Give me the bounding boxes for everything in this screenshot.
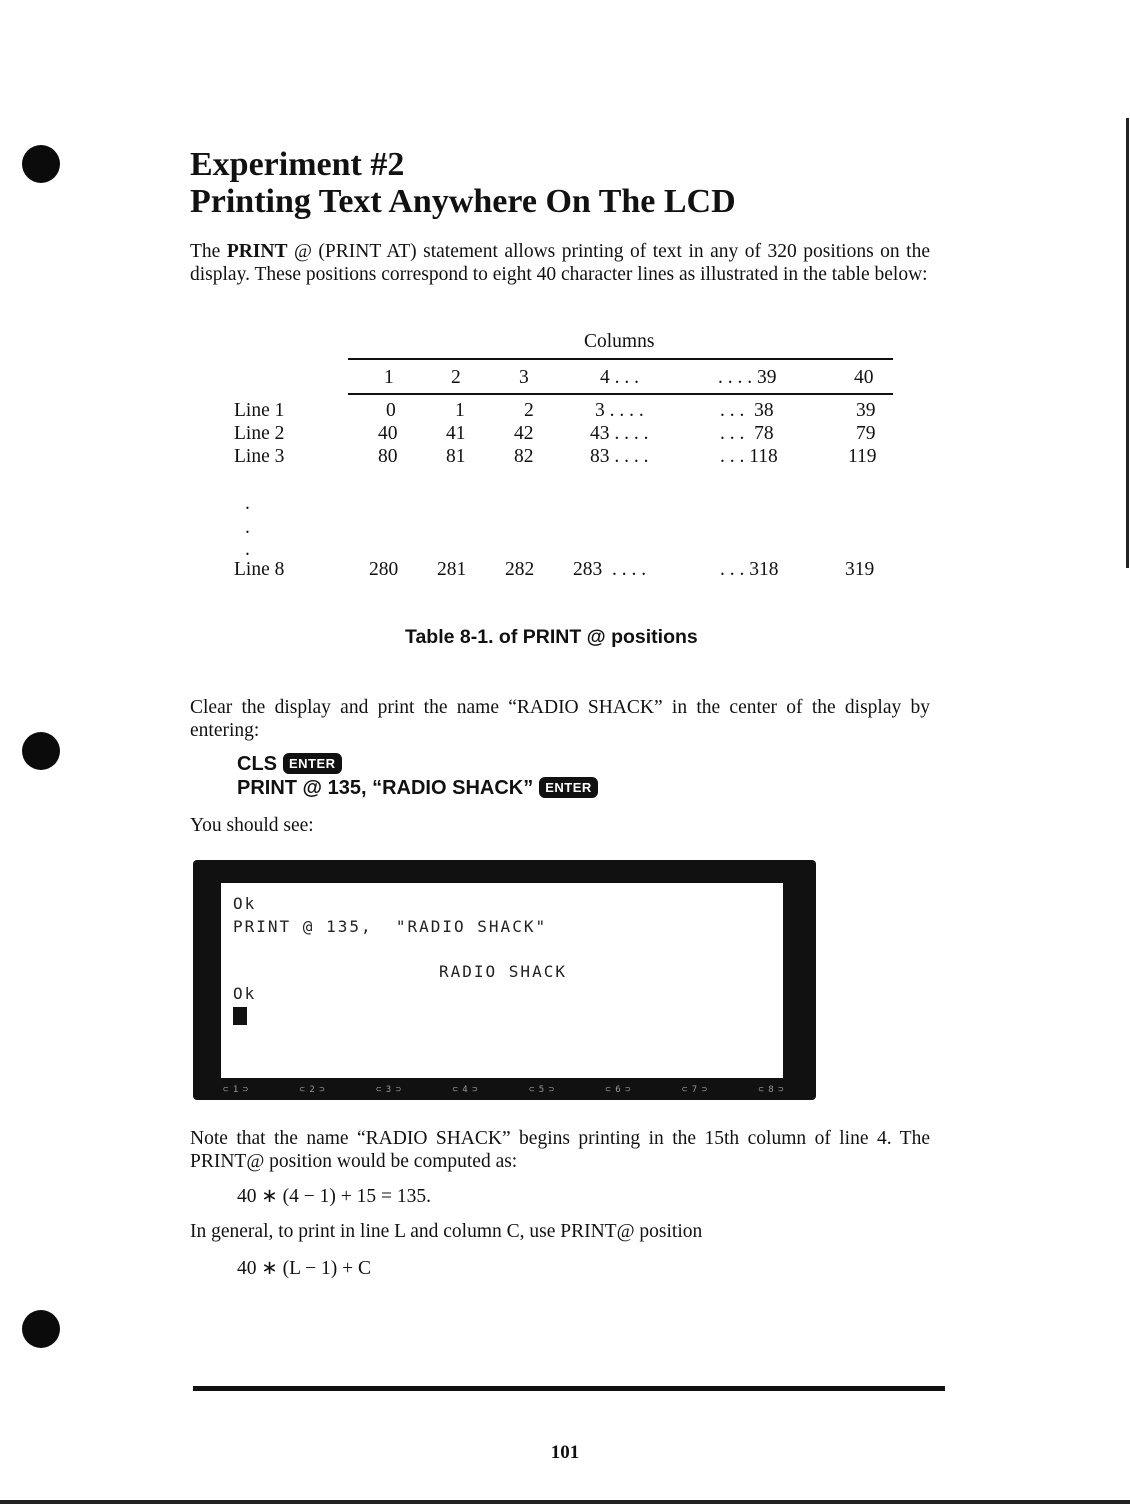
table-cell: . . . 78 bbox=[720, 423, 774, 444]
function-key-2: ⊂ 2 ⊃ bbox=[299, 1085, 325, 1095]
table-cell: 281 bbox=[437, 559, 467, 580]
lcd-line-ok: Ok bbox=[233, 894, 257, 913]
table-cell: 41 bbox=[446, 423, 466, 444]
formula-example: 40 ∗ (4 − 1) + 15 = 135. bbox=[237, 1186, 431, 1207]
general-paragraph: In general, to print in line L and column C, use PRINT@ position bbox=[190, 1221, 703, 1242]
table-cell: 280 bbox=[369, 559, 399, 580]
table-cell: 81 bbox=[446, 446, 466, 467]
table-cell: 43 . . . . bbox=[590, 423, 649, 444]
bottom-rule bbox=[193, 1386, 945, 1391]
binder-hole-2 bbox=[22, 732, 60, 770]
table-cell: 119 bbox=[848, 446, 877, 467]
print-keyword: PRINT bbox=[226, 241, 288, 262]
col-header-1: 1 bbox=[384, 367, 394, 388]
vertical-ellipsis: . bbox=[245, 539, 250, 560]
table-cell: 319 bbox=[845, 559, 875, 580]
command-cls: CLS ENTER bbox=[237, 752, 342, 776]
function-key-1: ⊂ 1 ⊃ bbox=[223, 1085, 248, 1095]
enter-key-icon: ENTER bbox=[539, 777, 598, 798]
row-label-line-8: Line 8 bbox=[234, 559, 285, 580]
row-label-line-1: Line 1 bbox=[234, 400, 285, 421]
lcd-line-radio-shack: RADIO SHACK bbox=[439, 962, 567, 981]
page-subtitle: Printing Text Anywhere On The LCD bbox=[190, 183, 736, 220]
formula-general: 40 ∗ (L − 1) + C bbox=[237, 1258, 372, 1279]
col-header-40: 40 bbox=[854, 367, 874, 388]
function-key-labels bbox=[223, 1084, 783, 1096]
table-cell: 283 . . . . bbox=[573, 559, 647, 580]
function-key-4: ⊂ 4 ⊃ bbox=[452, 1085, 478, 1095]
function-key-3: ⊂ 3 ⊃ bbox=[375, 1085, 401, 1095]
table-cell: 82 bbox=[514, 446, 534, 467]
lcd-display bbox=[193, 860, 816, 1100]
table-caption: Table 8-1. of PRINT @ positions bbox=[405, 626, 698, 648]
table-top-rule bbox=[348, 358, 893, 360]
table-cell: 42 bbox=[514, 423, 534, 444]
table-cell: 2 bbox=[524, 400, 534, 421]
binder-hole-3 bbox=[22, 1310, 60, 1348]
table-cell: 39 bbox=[856, 400, 876, 421]
function-key-5: ⊂ 5 ⊃ bbox=[528, 1085, 554, 1095]
table-cell: . . . 38 bbox=[720, 400, 774, 421]
page-title: Experiment #2 bbox=[190, 146, 405, 183]
table-cell: 0 bbox=[386, 400, 396, 421]
lcd-cursor bbox=[233, 1007, 247, 1025]
function-key-7: ⊂ 7 ⊃ bbox=[681, 1085, 707, 1095]
col-header-4: 4 . . . bbox=[600, 367, 639, 388]
function-key-8: ⊂ 8 ⊃ bbox=[758, 1085, 783, 1095]
note-paragraph: Note that the name “RADIO SHACK” begins printing in the 15th column of line 4. The PRINT@ position would be computed as: bbox=[190, 1128, 930, 1172]
vertical-ellipsis: . bbox=[245, 493, 250, 514]
table-cell: 1 bbox=[455, 400, 465, 421]
vertical-ellipsis: . bbox=[245, 517, 250, 538]
lcd-screen bbox=[221, 883, 783, 1078]
col-header-2: 2 bbox=[451, 367, 461, 388]
intro-paragraph: The PRINT @ (PRINT AT) statement allows printing of text in any of 320 positions on the display. These positions correspond to eight 40 character lines as illustrated in the table below: bbox=[190, 241, 930, 285]
footer-rule bbox=[0, 1500, 1130, 1504]
table-cell: 83 . . . . bbox=[590, 446, 649, 467]
lcd-line-command: PRINT @ 135, "RADIO SHACK" bbox=[233, 917, 548, 936]
table-cell: 3 . . . . bbox=[595, 400, 644, 421]
instructions-paragraph: Clear the display and print the name “RADIO SHACK” in the center of the display by entering: bbox=[190, 697, 930, 741]
columns-title: Columns bbox=[584, 331, 655, 352]
table-header-rule bbox=[348, 393, 893, 395]
table-cell: . . . 318 bbox=[720, 559, 779, 580]
row-label-line-3: Line 3 bbox=[234, 446, 285, 467]
table-cell: 282 bbox=[505, 559, 535, 580]
col-header-3: 3 bbox=[519, 367, 529, 388]
you-should-see: You should see: bbox=[190, 815, 314, 836]
table-cell: 80 bbox=[378, 446, 398, 467]
row-label-line-2: Line 2 bbox=[234, 423, 285, 444]
command-print: PRINT @ 135, “RADIO SHACK” ENTER bbox=[237, 776, 598, 800]
table-cell: . . . 118 bbox=[720, 446, 778, 467]
col-header-39: . . . . 39 bbox=[718, 367, 777, 388]
table-cell: 79 bbox=[856, 423, 876, 444]
table-cell: 40 bbox=[378, 423, 398, 444]
enter-key-icon: ENTER bbox=[283, 753, 342, 774]
page-edge-line bbox=[1126, 118, 1129, 568]
function-key-6: ⊂ 6 ⊃ bbox=[605, 1085, 631, 1095]
lcd-line-ok-2: Ok bbox=[233, 984, 257, 1003]
binder-hole-1 bbox=[22, 145, 60, 183]
page-number: 101 bbox=[550, 1442, 580, 1463]
